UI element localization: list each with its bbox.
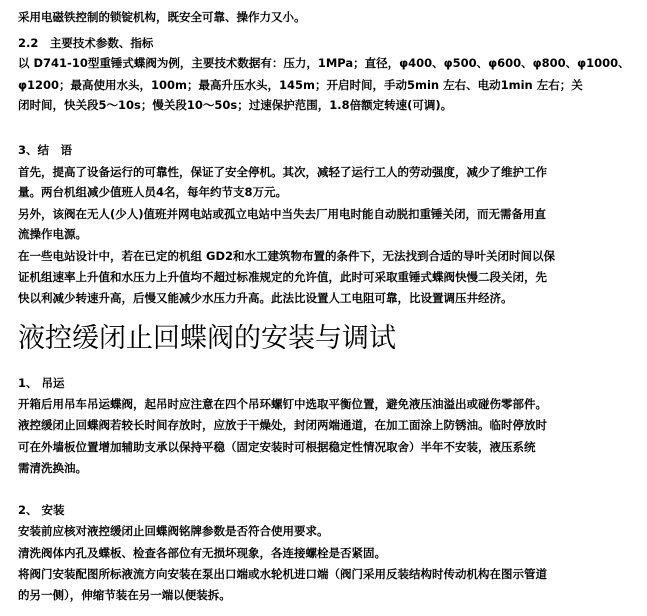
- body-line: 量。两台机组减少值班人员4名，每年约节支8万元。: [18, 185, 288, 199]
- body-line: 采用电磁铁控制的锁锭机构，既安全可靠、操作力又小。: [18, 10, 306, 24]
- section-heading: 2.2 主要技术参数、指标: [18, 36, 154, 50]
- body-line: 液控缓闭止回蝶阀若较长时间存放时，应放于干燥处，封闭两端通道，在加工面涂上防锈油。临时停放时: [18, 418, 547, 432]
- body-line: 以 D741-10型重锤式蝶阀为例，主要技术数据有：压力，1MPa；直径，φ400、φ500、φ600、φ800、φ1000、: [18, 56, 630, 70]
- body-line: 快以利减少转速升高，后慢又能减少水压力升高。此法比设置人工电阻可靠，比设置调压井经济。: [18, 291, 513, 305]
- section-heading: 1、 吊运: [18, 376, 65, 390]
- body-line: 的另一侧），伸缩节装在另一端以便装拆。: [18, 588, 231, 602]
- body-line: φ1200；最高使用水头，100m；最高升压水头，145m；开启时间，手动5min 左右、电动1min 左右；关: [18, 78, 583, 92]
- body-line: 可在外墙板位置增加辅助支承以保持平稳（固定安装时可根据稳定性情况取舍）半年不安装，液压系统: [18, 440, 536, 454]
- page-title: 液控缓闭止回蝶阀的安装与调试: [18, 323, 396, 354]
- section-heading: 2、 安装: [18, 503, 65, 517]
- body-line: 需清洗换油。: [18, 461, 87, 475]
- body-line: 在一些电站设计中，若在已定的机组 GD2和水工建筑物布置的条件下，无法找到合适的导叶关闭时间以保: [18, 249, 555, 263]
- body-line: 首先，提高了设备运行的可靠性，保证了安全停机。其次，减轻了运行工人的劳动强度，减少了维护工作: [18, 165, 547, 179]
- body-line: 闭时间，快关段5～10s；慢关段10～50s；过速保护范围，1.8倍额定转速(可调)。: [18, 98, 453, 112]
- body-line: 清洗阀体内孔及蝶板、检查各部位有无损坏现象，各连接螺栓是否紧固。: [18, 546, 386, 560]
- body-line: 将阀门安装配图所标液流方向安装在泵出口端或水轮机进口端（阀门采用反装结构时传动机构在图示管道: [18, 567, 547, 581]
- body-line: 安装前应核对液控缓闭止回蝶阀铭牌参数是否符合使用要求。: [18, 524, 329, 538]
- body-line: 流操作电源。: [18, 227, 87, 241]
- section-heading: 3、结 语: [18, 143, 73, 157]
- body-line: 另外，该阀在无人(少人)值班并网电站或孤立电站中当失去厂用电时能自动脱扣重锤关闭，而无需备用直: [18, 207, 547, 221]
- body-line: 开箱后用吊车吊运蝶阀，起吊时应注意在四个吊环螺钉中选取平衡位置，避免液压油溢出或碰伤零部件。: [18, 397, 547, 411]
- body-line: 证机组速率上升值和水压力上升值均不超过标准规定的允许值，此时可采取重锤式蝶阀快慢二段关闭，先: [18, 270, 547, 284]
